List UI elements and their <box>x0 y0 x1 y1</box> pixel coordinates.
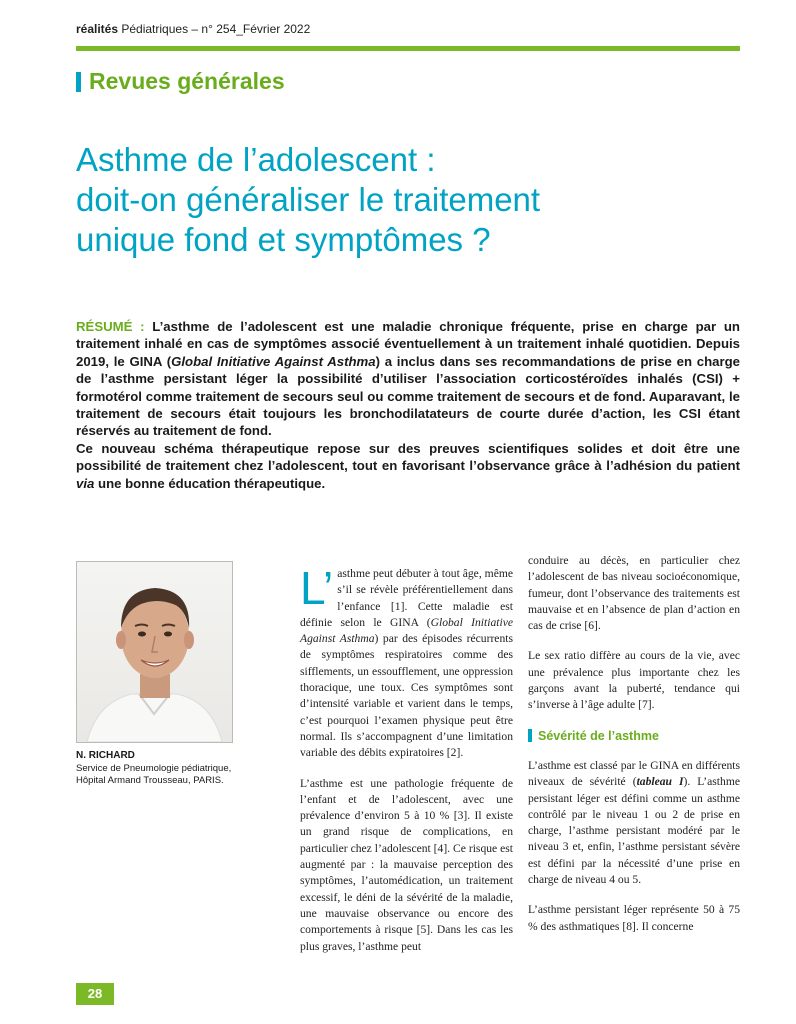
abstract-text: ) a inclus dans ses recommandations de prise en charge de l’asthme persistant léger la possibilité d’utiliser l’association corticostéroïdes inhalés (CSI) + formotérol comme traitement de secours seul ou comme traitement de secours et de fond. Auparavant, le traitement de secours était toujours les bronchodilatateurs de courte durée d’action, les CSI étant réservés au traitement de fond. <box>76 353 740 439</box>
abstract-text: une bonne éducation thérapeutique. <box>94 475 326 491</box>
body-paragraph <box>528 758 740 888</box>
table-reference: tableau I <box>636 775 684 789</box>
subsection-marker <box>528 729 532 742</box>
body-emphasis: Global Initiative Against Asthma <box>300 615 513 646</box>
body-paragraph: L’asthme persistant léger représente 50 à 75 % des asthmatiques [8]. Il concerne <box>528 903 740 933</box>
body-text: L’asthme est classé par le GINA en différents niveaux de sévérité ( <box>528 758 740 789</box>
body-text: ). L’asthme persistant léger est défini comme un asthme contrôlé par le niveau 1 ou 2 de prise en charge, l’asthme persistant modéré par le niveau 3 et, enfin, l’asthme persistant sévère est défini par la nécessité d’une prise en charge de niveau 4 ou 5. <box>528 775 740 887</box>
running-header <box>76 22 310 36</box>
abstract-emphasis: Global Initiative Against Asthma <box>171 353 376 369</box>
body-paragraph: L’asthme est une pathologie fréquente de l’enfant et de l’adolescent, avec une prévalence d’environ 5 à 10 % [3]. Il existe un grand risque de complications, en particulier chez l’adolescent [4]. Ce risque est augmenté par : la mauvaise perception des symptômes, l’automédication, un traitement excessif, le déni de la sévérité de la maladie, une mauvaise observance ou encore des comportements à risque [5]. Dans les cas les plus graves, l’asthme peut <box>300 776 513 953</box>
body-text: asthme peut débuter à tout âge, même s’il se révèle préférentiellement dans l’enfance [1]. Cette maladie est définie selon le GINA ( <box>300 567 513 629</box>
body-paragraph: conduire au décès, en particulier chez l’adolescent de bas niveau socioéconomique, fumeur, dont l’observance des traitements est mauvaise et en l’absence de plan d’action en cas de crise [6]. <box>528 554 740 633</box>
title-line-1: Asthme de l’adolescent : <box>76 141 436 178</box>
body-column-2 <box>528 553 740 949</box>
subsection-title: Sévérité de l’asthme <box>538 728 659 743</box>
author-info <box>76 750 256 788</box>
drop-cap: L’ <box>300 562 334 614</box>
issue-info: Pédiatriques – n° 254_Février 2022 <box>118 22 311 36</box>
body-text: ) par des épisodes récurrents de symptômes respiratoires comme des sifflements, un essoufflement, une oppression thoracique, une toux. Ces symptômes sont d’intensité variable et varient dans le temps, c’est pourquoi l’examen physique peut être normal. Ils s’accompagnent d’une limitation variable des débits expiratoires [2]. <box>300 632 513 760</box>
body-paragraph <box>300 562 513 762</box>
author-portrait-image <box>77 562 232 742</box>
author-affiliation-2: Hôpital Armand Trousseau, PARIS. <box>76 775 224 786</box>
author-photo <box>76 561 233 743</box>
section-label <box>76 68 285 95</box>
abstract <box>76 318 740 492</box>
title-line-2: doit-on généraliser le traitement <box>76 181 541 218</box>
abstract-label: RÉSUMÉ : <box>76 319 145 334</box>
abstract-text: Ce nouveau schéma thérapeutique repose sur des preuves scientifiques solides et doit être une possibilité de traitement chez l’adolescent, tout en favorisant l’observance grâce à l’adhésion du patient <box>76 440 740 474</box>
section-title: Revues générales <box>89 68 285 94</box>
author-affiliation-1: Service de Pneumologie pédiatrique, <box>76 762 232 774</box>
page-number: 28 <box>76 983 114 1005</box>
header-rule <box>76 46 740 51</box>
journal-name: réalités <box>76 22 119 36</box>
title-line-3: unique fond et symptômes ? <box>76 221 491 258</box>
abstract-paragraph-2 <box>76 440 740 492</box>
article-title <box>76 140 726 260</box>
body-paragraph: Le sex ratio diffère au cours de la vie, avec une prévalence plus importante chez les garçons avant la puberté, tendance qui s’inverse à l’âge adulte [7]. <box>528 649 740 712</box>
abstract-emphasis: via <box>76 475 95 491</box>
abstract-text: L’asthme de l’adolescent est une maladie chronique fréquente, prise en charge par un traitement inhalé en cas de symptômes associé éventuellement à un traitement inhalé quotidien. Depuis 2019, le GINA ( <box>76 319 740 369</box>
section-marker <box>76 72 81 92</box>
abstract-paragraph-1 <box>76 318 740 440</box>
author-name: N. RICHARD <box>76 750 135 761</box>
body-column-1 <box>300 562 513 969</box>
subsection-heading <box>528 728 740 744</box>
